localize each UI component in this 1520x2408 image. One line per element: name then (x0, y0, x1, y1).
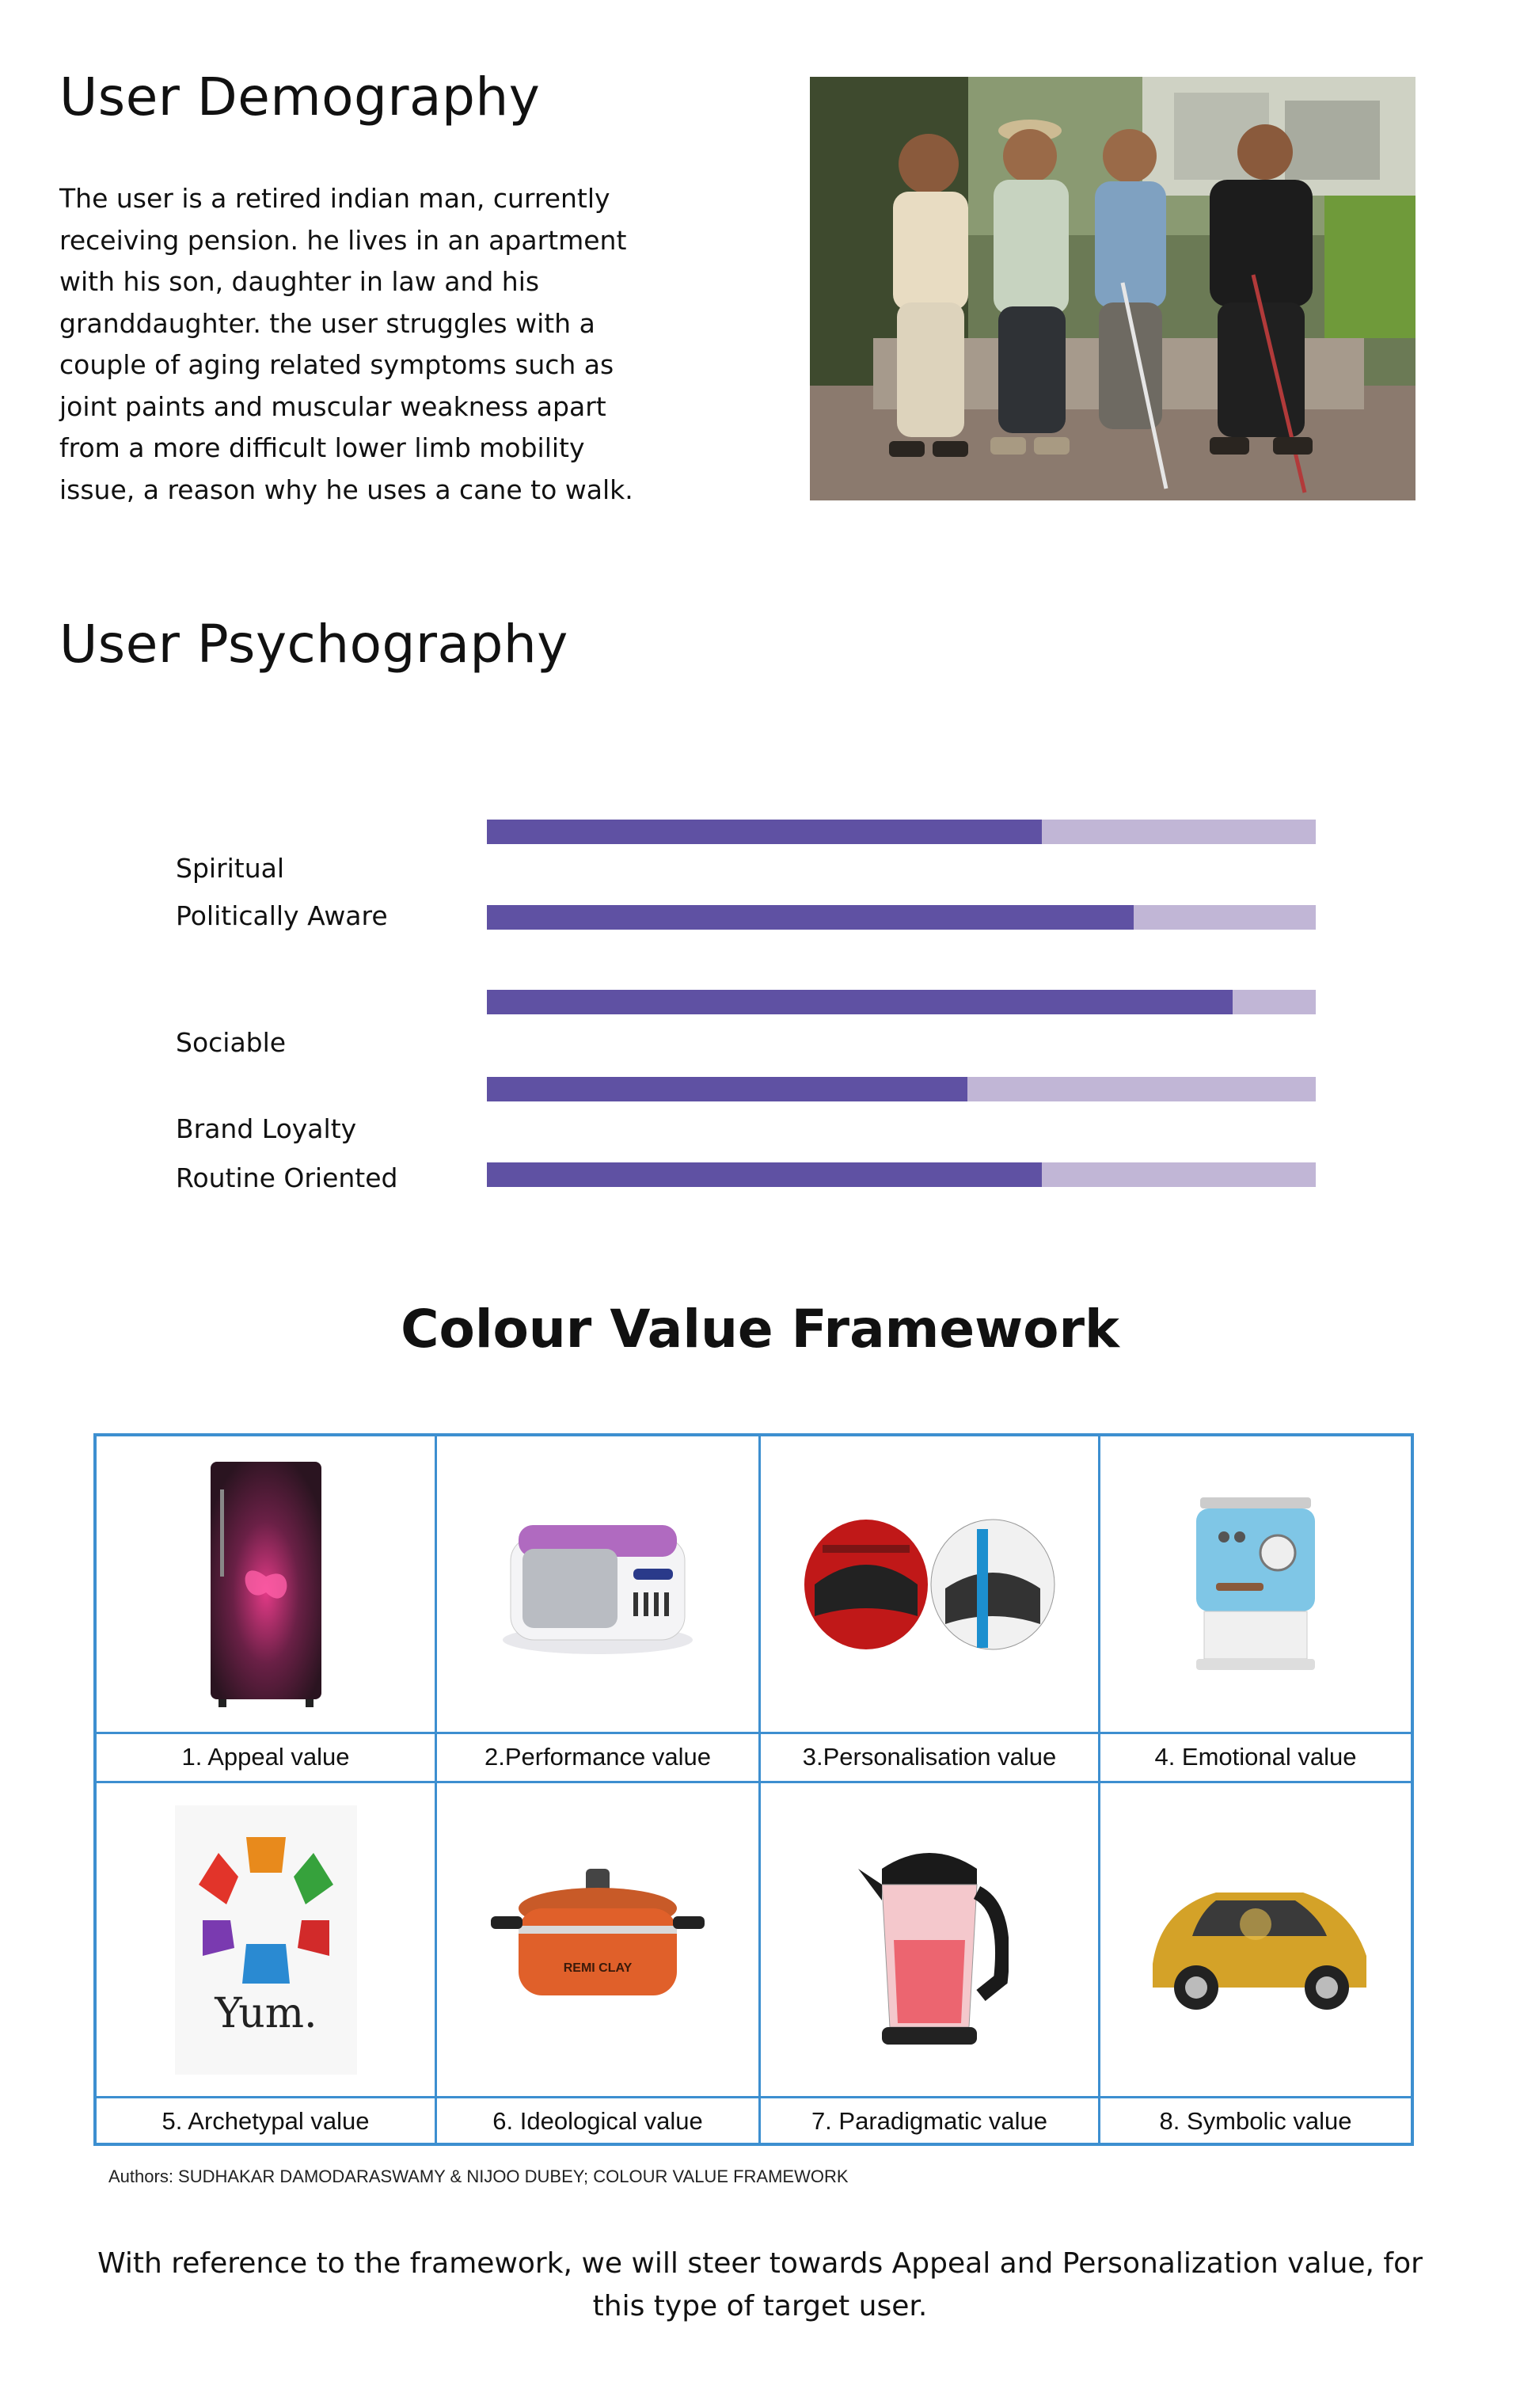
cooker-brand-text: REMI CLAY (563, 1961, 633, 1975)
framework-title: Colour Value Framework (401, 1299, 1119, 1360)
demography-title: User Demography (59, 67, 541, 127)
wet-grinder-icon (437, 1436, 758, 1732)
framework-label-performance: 2.Performance value (484, 1743, 712, 1771)
trait-label-brand-loyalty: Brand Loyalty (176, 1113, 357, 1144)
trait-label-routine-oriented: Routine Oriented (176, 1162, 398, 1193)
gold-car-icon (1100, 1783, 1411, 2096)
trait-fill-politically-aware (487, 905, 1134, 930)
trait-bar-sociable (487, 990, 1316, 1014)
trait-bar-brand-loyalty (487, 1077, 1316, 1101)
poster-yum-text: Yum. (214, 1989, 317, 2037)
refrigerator-icon (97, 1436, 435, 1732)
kettle-icon (761, 1783, 1098, 2096)
trait-fill-routine-oriented (487, 1162, 1042, 1187)
framework-label-paradigmatic: 7. Paradigmatic value (811, 2107, 1048, 2135)
framework-label-ideological: 6. Ideological value (492, 2107, 703, 2135)
trait-label-politically-aware: Politically Aware (176, 900, 388, 931)
framework-label-archetypal: 5. Archetypal value (162, 2107, 370, 2135)
trait-bar-politically-aware (487, 905, 1316, 930)
framework-grid (93, 1433, 1414, 2146)
framework-label-emotional: 4. Emotional value (1154, 1743, 1357, 1771)
trait-fill-spiritual (487, 820, 1042, 844)
psychography-title: User Psychography (59, 614, 568, 675)
trait-bar-spiritual (487, 820, 1316, 844)
trait-fill-brand-loyalty (487, 1077, 967, 1101)
trait-bar-routine-oriented (487, 1162, 1316, 1187)
espresso-machine-icon (1100, 1436, 1411, 1732)
framework-authors: Authors: SUDHAKAR DAMODARASWAMY & NIJOO DUBEY; COLOUR VALUE FRAMEWORK (108, 2166, 849, 2186)
imac-poster-icon (97, 1783, 435, 2096)
elderly-men-photo (810, 77, 1416, 500)
closing-statement: With reference to the framework, we will steer towards Appeal and Personalization value, for this type of target user. (97, 2247, 1423, 2322)
trait-fill-sociable (487, 990, 1233, 1014)
trait-label-spiritual: Spiritual (176, 853, 285, 884)
clay-cooker-icon (437, 1783, 758, 2096)
framework-label-symbolic: 8. Symbolic value (1159, 2107, 1352, 2135)
framework-label-personalisation: 3.Personalisation value (802, 1743, 1057, 1771)
demography-paragraph: The user is a retired indian man, currently receiving pension. he lives in an apartment with his son, daughter in law and his granddaughter. the user struggles with a couple of aging related symptoms such as joint paints and muscular weakness apart from a more difficult lower limb mobility issue, a reason why he uses a cane to walk. (59, 183, 633, 505)
helmets-icon (761, 1436, 1098, 1732)
framework-label-appeal: 1. Appeal value (181, 1743, 350, 1771)
trait-label-sociable: Sociable (176, 1027, 287, 1058)
